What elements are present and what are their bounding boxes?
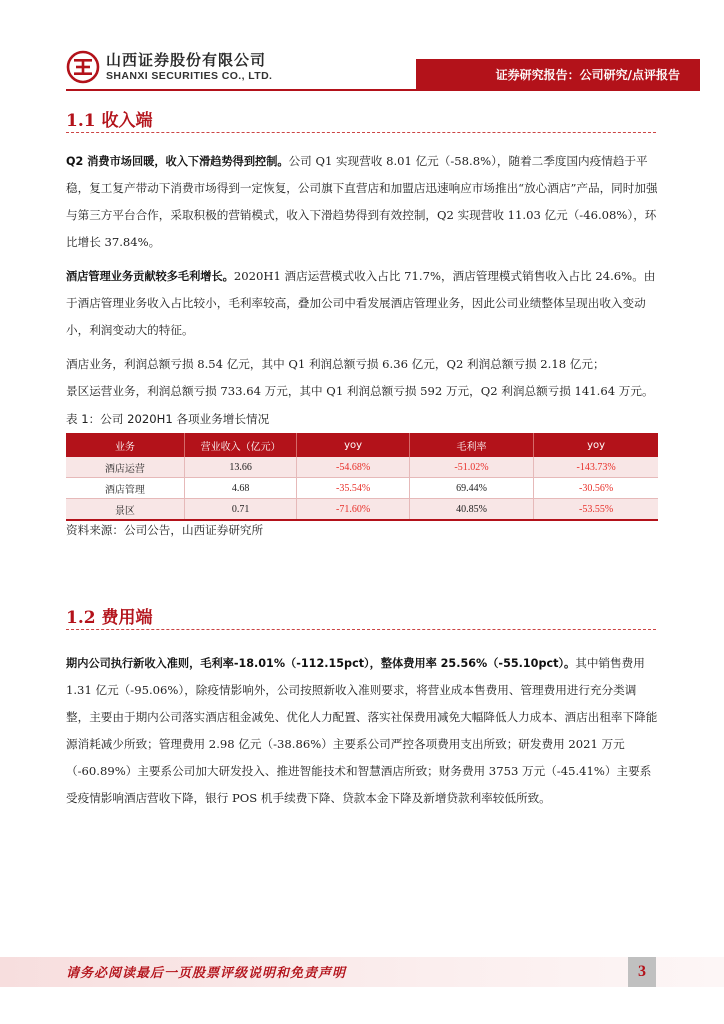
company-name-cn: 山西证券股份有限公司 <box>106 50 267 69</box>
section-divider <box>66 629 656 630</box>
table-cell: -143.73% <box>534 457 658 478</box>
paragraph-lead: 酒店管理业务贡献较多毛利增长。 <box>66 270 234 283</box>
column-header: yoy <box>534 433 658 457</box>
paragraph-hotel-management <box>66 263 658 344</box>
table-cell: -53.55% <box>534 499 658 521</box>
column-header: 营业收入（亿元） <box>184 433 296 457</box>
table-cell: 13.66 <box>184 457 296 478</box>
paragraph-hotel-loss: 酒店业务，利润总额亏损 8.54 亿元，其中 Q1 利润总额亏损 6.36 亿元，Q2 利润总额亏损 2.18 亿元； <box>66 357 605 371</box>
paragraph-revenue-q2 <box>66 148 658 256</box>
table-row <box>66 499 658 521</box>
paragraph-scenic-loss: 景区运营业务，利润总额亏损 733.64 万元，其中 Q1 利润总额亏损 592 万元，Q2 利润总额亏损 141.64 万元。 <box>66 384 654 398</box>
header-divider <box>66 89 700 91</box>
paragraph-lead: Q2 消费市场回暖，收入下滑趋势得到控制。 <box>66 155 289 168</box>
table-cell: -54.68% <box>297 457 409 478</box>
report-type-banner <box>416 59 700 89</box>
column-header: 毛利率 <box>409 433 533 457</box>
table-cell: 酒店管理 <box>66 478 184 499</box>
table-row <box>66 478 658 499</box>
paragraph-body: 2020H1 酒店运营模式收入占比 71.7%，酒店管理模式销售收入占比 24.6%。由于酒店管理业务收入占比较小，毛利率较高，叠加公司中看发展酒店管理业务，因此公司业绩整体呈现出收入变动小，利润变动大的特征。 <box>66 269 656 337</box>
company-logo <box>66 50 272 84</box>
company-logo-icon <box>66 50 100 84</box>
table-cell: 景区 <box>66 499 184 521</box>
business-growth-table <box>66 433 658 521</box>
table-cell: -35.54% <box>297 478 409 499</box>
table-source: 资料来源：公司公告，山西证券研究所 <box>66 523 264 537</box>
table-caption: 表 1：公司 2020H1 各项业务增长情况 <box>66 412 270 426</box>
paragraph-expenses <box>66 650 658 812</box>
section-title-expenses: 1.2 费用端 <box>66 608 153 628</box>
table-header-row <box>66 433 658 457</box>
table-cell: -71.60% <box>297 499 409 521</box>
table-cell: 40.85% <box>409 499 533 521</box>
column-header: yoy <box>297 433 409 457</box>
table-cell: 4.68 <box>184 478 296 499</box>
section-divider <box>66 132 656 133</box>
paragraph-body: 其中销售费用 1.31 亿元（-95.06%），除疫情影响外，公司按照新收入准则要求，将营业成本售费用、管理费用进行充分类调整，主要由于期内公司落实酒店租金减免、优化人力配置、落实社保费用减免大幅降低人力成本、酒店出租率下降能源消耗减少所致；管理费用 2.98 亿元（-38.86%）主要系公司严控各项费用支出所致；研发费用 2021 万元（-60.89%）主要系公司加大研发投入、推进智能技术和智慧酒店所致；财务费用 3753 万元（-45.41%）主要系受疫情影响酒店营收下降，银行 POS 机手续费下降、贷款本金下降及新增贷款利率较低所致。 <box>66 656 658 805</box>
page-number: 3 <box>628 957 656 987</box>
table-cell: 酒店运营 <box>66 457 184 478</box>
paragraph-lead: 期内公司执行新收入准则，毛利率-18.01%（-112.15pct），整体费用率 25.56%（-55.10pct）。 <box>66 657 576 670</box>
table-cell: 0.71 <box>184 499 296 521</box>
paragraph-body: 公司 Q1 实现营收 8.01 亿元（-58.8%），随着二季度国内疫情趋于平稳，复工复产带动下消费市场得到一定恢复，公司旗下直营店和加盟店迅速响应市场推出“放心酒店”产品，同时加强与第三方平台合作，采取积极的营销模式，收入下滑趋势得到有效控制，Q2 实现营收 11.03 亿元（-46.08%），环比增长 37.84%。 <box>66 154 658 249</box>
footer-disclaimer: 请务必阅读最后一页股票评级说明和免责声明 <box>66 966 347 981</box>
table-cell: -30.56% <box>534 478 658 499</box>
section-title-revenue: 1.1 收入端 <box>66 111 153 131</box>
table-cell: 69.44% <box>409 478 533 499</box>
table-cell: -51.02% <box>409 457 533 478</box>
report-type-label: 证券研究报告：公司研究/点评报告 <box>495 67 680 82</box>
column-header: 业务 <box>66 433 184 457</box>
table-row <box>66 457 658 478</box>
company-name-en: SHANXI SECURITIES CO., LTD. <box>106 69 273 82</box>
